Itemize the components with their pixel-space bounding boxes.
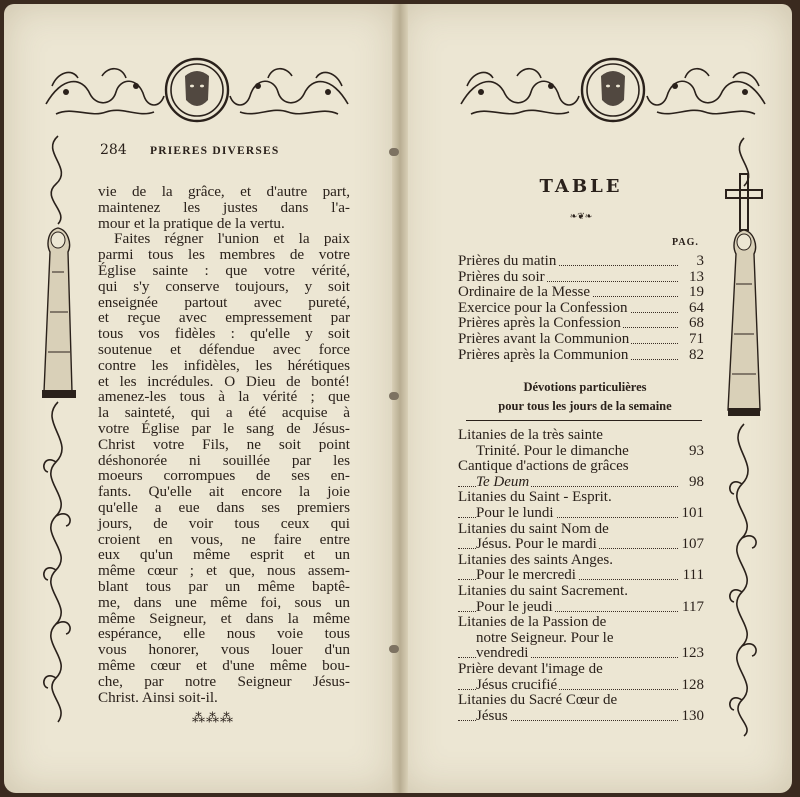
text-line: Faites régner l'union et la paix (114, 230, 350, 248)
toc-entry-title: Jésus crucifié (476, 676, 558, 693)
toc-page-number: 13 (689, 268, 704, 285)
text-line: jours, de voir tous ceux qui (98, 514, 350, 532)
toc-page-number: 82 (689, 346, 704, 363)
toc-entry-title: Litanies de la Passion de (458, 614, 607, 631)
toc-page-number: 107 (681, 536, 704, 553)
toc-entry (458, 348, 704, 364)
toc-entry (458, 553, 704, 569)
toc-entry-title: notre Seigneur. Pour le (476, 629, 614, 646)
toc-page-number: 117 (682, 598, 704, 615)
text-line: me, dans une même foi, sous un (98, 593, 350, 611)
toc-entry-title: Te Deum (476, 473, 530, 490)
text-line: espérance, elle nous voie tous (98, 625, 350, 643)
toc-page-number: 123 (681, 645, 704, 662)
binding-stitch (389, 645, 399, 653)
text-line: qui s'y conserve toujours, y soit (98, 277, 350, 295)
toc-page-number: 98 (689, 473, 704, 490)
toc-entry (458, 316, 704, 332)
saint-figure-icon (728, 230, 760, 416)
toc-entry-title: Litanies du saint Sacrement. (458, 582, 628, 599)
text-line: croient en vous, ne faire entre (98, 530, 350, 548)
toc-entry-title: Jésus. Pour le mardi (476, 536, 597, 553)
section-heading-line1: Dévotions particulières (523, 380, 647, 394)
toc-page-number: 19 (689, 284, 704, 301)
toc-entry (458, 301, 704, 317)
text-line: Église sainte : que votre vérité, (98, 261, 350, 279)
section-rule (466, 420, 702, 421)
toc-entry (458, 428, 704, 444)
toc-entry (458, 332, 704, 348)
text-line: che, par notre Seigneur Jésus- (98, 672, 350, 690)
section-heading (460, 378, 710, 416)
toc-entry (458, 475, 704, 491)
text-line: votre Église par le sang de Jésus- (98, 419, 350, 437)
toc-entry-title: Trinité. Pour le dimanche (476, 442, 629, 459)
text-line: déshonorée ni souillée par les (98, 451, 350, 469)
toc-entry-title: Prières du matin (458, 253, 557, 269)
table-of-contents-group-2 (458, 428, 704, 724)
toc-entry-title: vendredi (476, 645, 529, 662)
text-line: qu'elle a eue dans ses premiers (98, 498, 350, 516)
toc-entry (458, 631, 704, 647)
toc-entry (458, 709, 704, 725)
pag-column-label: PAG. (672, 237, 699, 248)
end-ornament: ⁂⁂⁂ (192, 711, 234, 726)
toc-entry (458, 693, 704, 709)
toc-entry-title: Ordinaire de la Messe (458, 284, 591, 301)
toc-entry (458, 615, 704, 631)
toc-entry (458, 678, 704, 694)
toc-entry-title: Pour le mercredi (476, 567, 576, 584)
toc-entry (458, 522, 704, 538)
running-head (100, 142, 360, 158)
toc-page-number: 130 (681, 707, 704, 724)
page-number: 284 (100, 142, 127, 158)
toc-page-number: 3 (696, 253, 704, 269)
toc-entry (458, 285, 704, 301)
toc-entry-title: Litanies de la très sainte (458, 427, 603, 443)
toc-entry (458, 444, 704, 460)
text-line: enseignée partout avec pureté, (98, 293, 350, 311)
page-title: TABLE (539, 176, 623, 197)
toc-entry (458, 490, 704, 506)
toc-entry-title: Exercice pour la Confession (458, 299, 628, 316)
toc-entry (458, 600, 704, 616)
toc-entry-title: Litanies du Saint - Esprit. (458, 489, 612, 506)
text-line: Christ votre Fils, ne soit point (98, 435, 350, 453)
text-line: mour et la pratique de la vertu. (98, 214, 285, 232)
toc-entry-title: Litanies des saints Anges. (458, 551, 613, 568)
toc-page-number: 111 (682, 567, 704, 584)
table-of-contents-group-1 (458, 254, 704, 363)
toc-entry-title: Pour le jeudi (476, 598, 553, 615)
toc-entry (458, 662, 704, 678)
text-line: vie de la grâce, et d'autre part, (98, 183, 350, 200)
cross-icon (726, 174, 762, 230)
text-line: la sainteté, qui a été acquise à (98, 404, 350, 422)
text-line: et les incrédules. O Dieu de bonté! (98, 372, 350, 390)
text-line: soutenue et défendue avec force (98, 340, 350, 358)
text-line: et reçue avec empressement par (98, 309, 350, 327)
text-line: même Seigneur, et dans la même (98, 609, 350, 627)
toc-entry-title: Litanies du Sacré Cœur de (458, 692, 618, 709)
text-line: parmi tous les membres de votre (98, 246, 350, 264)
christ-medallion-icon (457, 56, 769, 128)
prayer-body-text (98, 184, 350, 705)
toc-entry (458, 568, 704, 584)
running-title: PRIERES DIVERSES (150, 145, 280, 157)
toc-entry (458, 459, 704, 475)
toc-entry-title: Prières après la Confession (458, 315, 621, 332)
text-line: contre les infidèles, les hérétiques (98, 356, 350, 374)
toc-page-number: 71 (689, 330, 704, 347)
christ-medallion-icon (42, 56, 352, 128)
toc-entry (458, 584, 704, 600)
section-heading-line2: pour tous les jours de la semaine (498, 399, 672, 413)
toc-entry (458, 506, 704, 522)
toc-page-number: 93 (689, 442, 704, 459)
text-line: même cœur ; et que, nous assem- (98, 562, 350, 580)
acanthus-scroll-icon (30, 132, 88, 728)
text-line: maintenez les justes dans l'a- (98, 198, 350, 216)
toc-entry (458, 254, 704, 270)
saint-figure-icon (42, 228, 76, 398)
toc-entry-title: Pour le lundi (476, 504, 554, 521)
toc-entry-title: Cantique d'actions de grâces (458, 458, 629, 475)
toc-entry (458, 537, 704, 553)
title-ornament: ❧❦❧ (569, 212, 593, 222)
toc-entry (458, 270, 704, 286)
text-line: eux qu'un même esprit et un (98, 546, 350, 564)
text-line: amenez-les tous à la vérité ; que (98, 388, 350, 406)
toc-entry-title: Litanies du saint Nom de (458, 520, 609, 537)
toc-page-number: 101 (681, 504, 704, 521)
text-line: même cœur et d'une même bou- (98, 656, 350, 674)
text-line: tous vos fidèles : qu'elle y soit (98, 325, 350, 343)
toc-entry-title: Jésus (476, 707, 508, 724)
toc-entry-title: Prières après la Communion (458, 346, 629, 363)
text-line: blant tous par un même baptê- (98, 577, 350, 595)
text-line: fants. Qu'elle ait encore la joie (98, 483, 350, 501)
toc-entry-title: Prière devant l'image de (458, 660, 603, 677)
toc-page-number: 64 (689, 299, 704, 316)
binding-stitch (389, 148, 399, 156)
toc-page-number: 68 (689, 315, 704, 332)
toc-entry-title: Prières du soir (458, 268, 545, 285)
text-line: vous honorer, vous louer d'un (98, 641, 350, 659)
binding-stitch (389, 392, 399, 400)
toc-entry (458, 646, 704, 662)
toc-page-number: 128 (681, 676, 704, 693)
acanthus-scroll-icon (714, 134, 772, 740)
text-line: moeurs corrompues de ses en- (98, 467, 350, 485)
toc-entry-title: Prières avant la Communion (458, 330, 630, 347)
text-line: Christ. Ainsi soit-il. (98, 688, 218, 706)
